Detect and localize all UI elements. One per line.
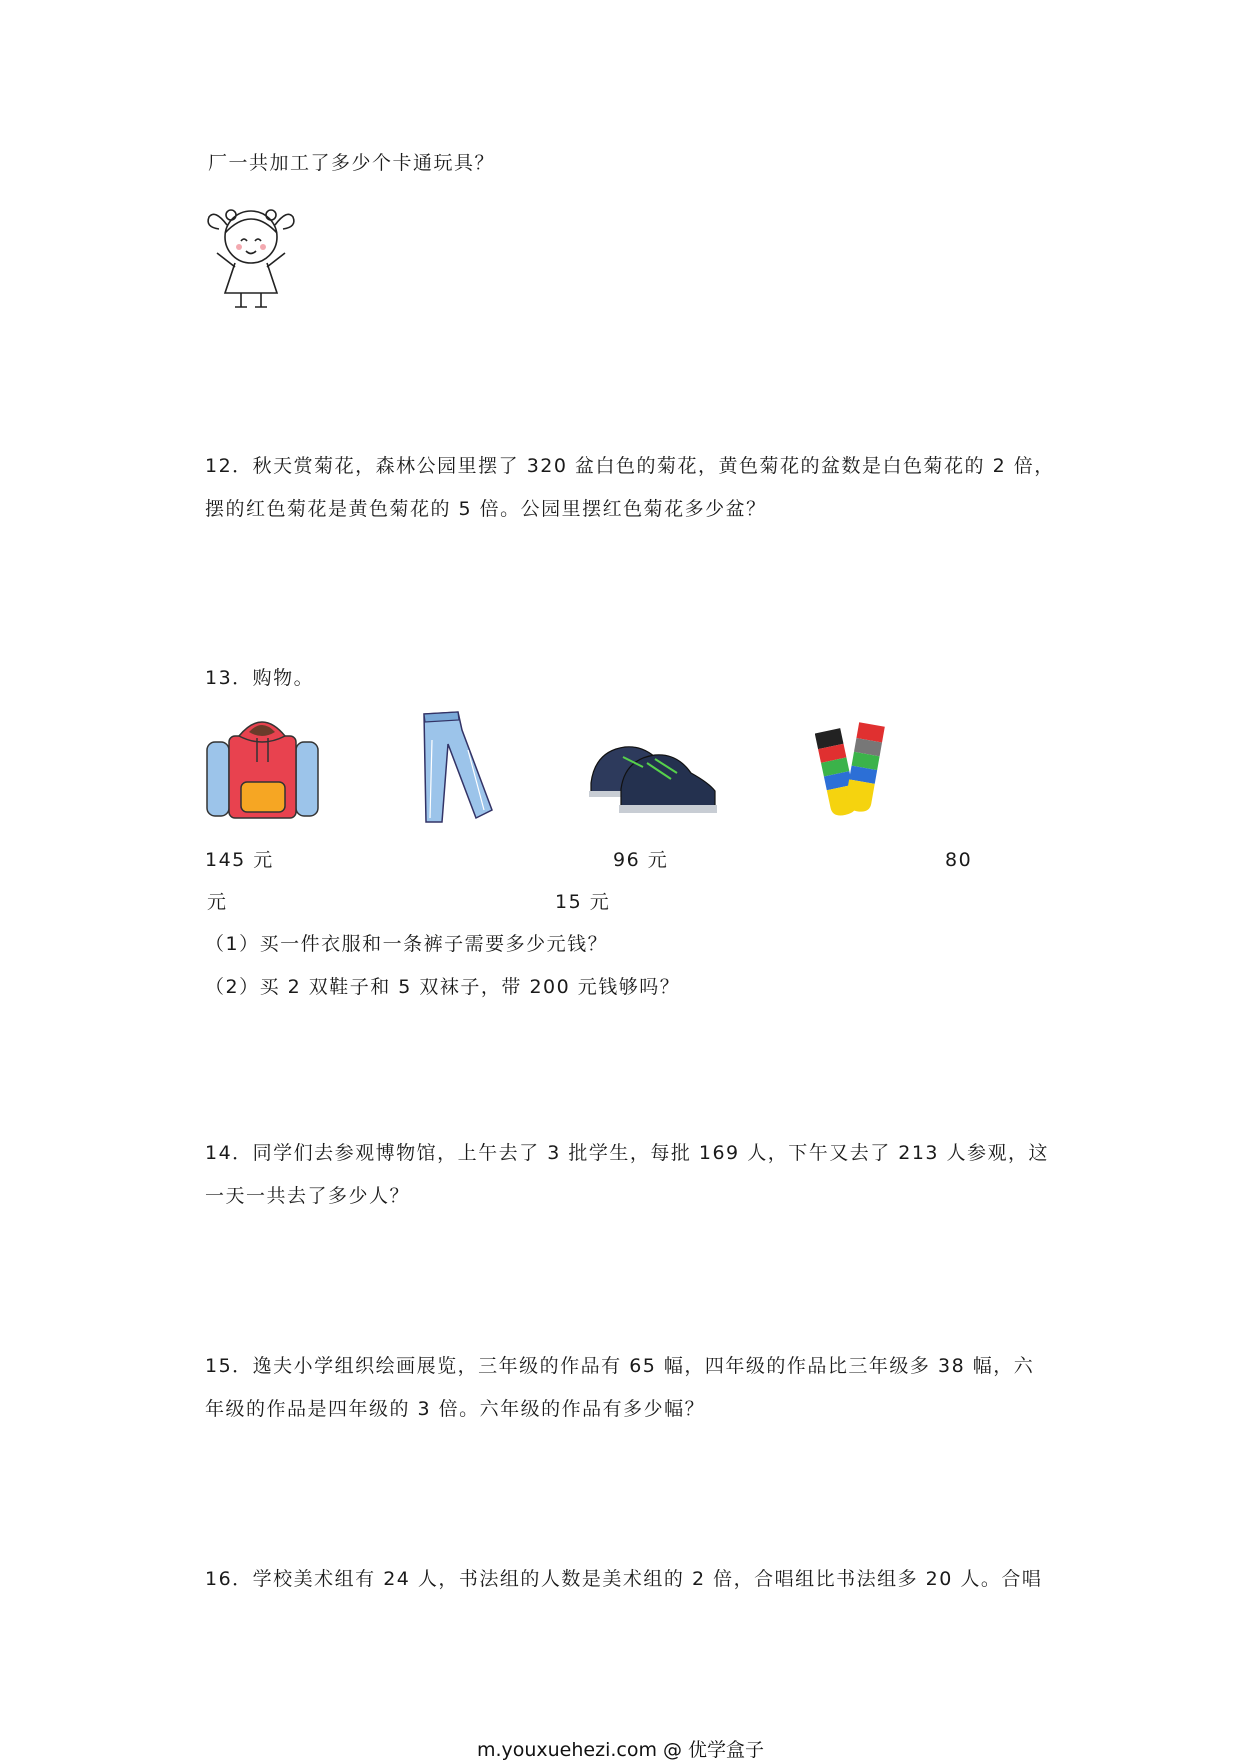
price-jeans: 15 元 <box>555 891 611 913</box>
q16-line1: 16．学校美术组有 24 人，书法组的人数是美术组的 2 倍，合唱组比书法组多 20 人。合唱 <box>205 1568 1043 1590</box>
price-socks-num: 80 <box>945 849 973 871</box>
q13-sub2: （2）买 2 双鞋子和 5 双袜子，带 200 元钱够吗？ <box>205 976 681 998</box>
q12-line1: 12．秋天赏菊花，森林公园里摆了 320 盆白色的菊花，黄色菊花的盆数是白色菊花的 2 倍， <box>205 455 1055 477</box>
price-hoodie: 145 元 <box>205 849 274 871</box>
jeans-icon <box>418 710 498 825</box>
socks-icon <box>815 720 890 820</box>
price-yuan-wrap: 元 <box>207 891 228 913</box>
q15-line2: 年级的作品是四年级的 3 倍。六年级的作品有多少幅？ <box>205 1398 706 1420</box>
q15-line1: 15．逸夫小学组织绘画展览，三年级的作品有 65 幅，四年级的作品比三年级多 38 幅，六 <box>205 1355 1035 1377</box>
q11-tail: 厂一共加工了多少个卡通玩具？ <box>208 152 496 174</box>
q13-title: 13．购物。 <box>205 667 315 689</box>
q13-sub1: （1）买一件衣服和一条裤子需要多少元钱？ <box>205 933 609 955</box>
q14-line1: 14．同学们去参观博物馆，上午去了 3 批学生，每批 169 人，下午又去了 213 人参观，这 <box>205 1142 1050 1164</box>
cartoon-girl-icon <box>205 195 297 313</box>
sneaker-icon <box>585 733 721 823</box>
q12-line2: 摆的红色菊花是黄色菊花的 5 倍。公园里摆红色菊花多少盆？ <box>205 498 767 520</box>
footer-watermark: m.youxuehezi.com @ 优学盒子 <box>476 1739 765 1761</box>
q14-line2: 一天一共去了多少人？ <box>205 1185 411 1207</box>
price-sneaker: 96 元 <box>613 849 669 871</box>
hoodie-icon <box>205 712 320 824</box>
